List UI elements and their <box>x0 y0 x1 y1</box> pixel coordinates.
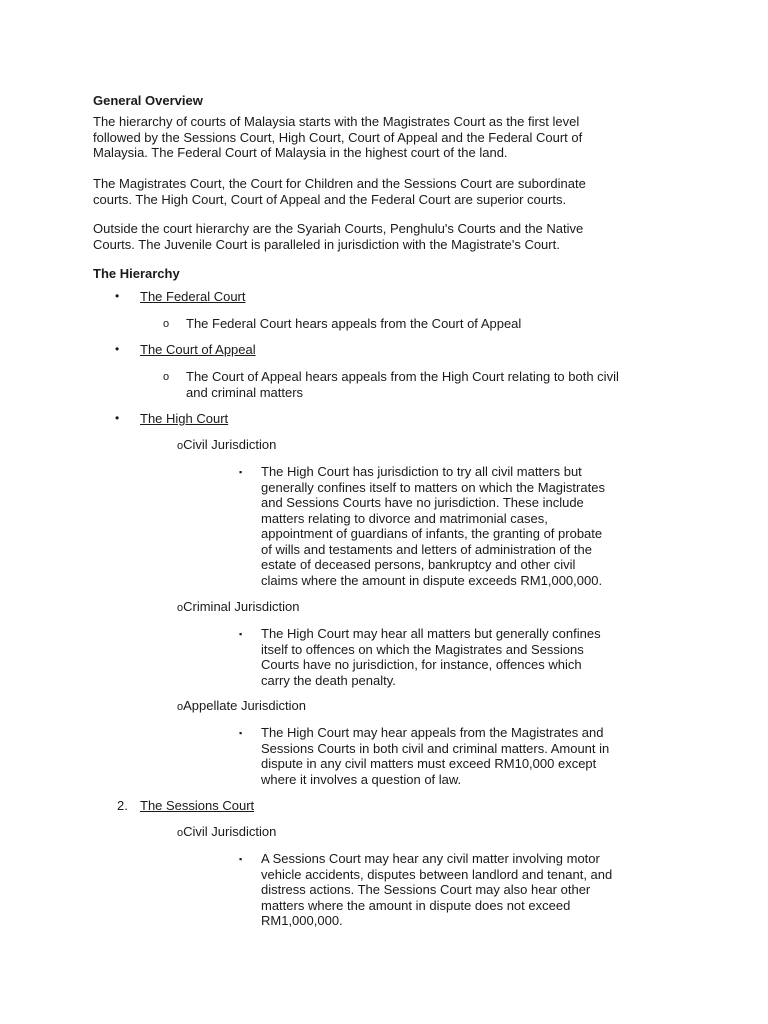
text-line: matters relating to divorce and matrimonial cases, <box>261 510 548 526</box>
hierarchy-heading: The Hierarchy <box>93 266 180 281</box>
text-line: itself to offences on which the Magistrates and Sessions <box>261 641 584 657</box>
text-line: Outside the court hierarchy are the Syariah Courts, Penghulu's Courts and the Native <box>93 221 584 236</box>
link-court-of-appeal[interactable]: The Court of Appeal <box>140 342 256 357</box>
overview-paragraph-2 <box>93 176 653 207</box>
circle-marker: o <box>177 602 184 614</box>
high-court-appellate-label <box>177 698 306 716</box>
overview-paragraph-3 <box>93 221 653 252</box>
text-line: and Sessions Courts have no jurisdiction. These include <box>261 495 584 510</box>
high-court-civil-label <box>177 437 276 455</box>
square-bullet-marker: ▪ <box>239 467 243 477</box>
text-line: Malaysia. The Federal Court of Malaysia in the highest court of the land. <box>93 145 508 160</box>
sub-label: Civil Jurisdiction <box>183 437 277 452</box>
sessions-court-civil-text <box>261 851 651 929</box>
text-line: The High Court may hear appeals from the Magistrates and <box>261 725 604 740</box>
text-line: The Magistrates Court, the Court for Children and the Sessions Court are subordinate <box>93 176 586 191</box>
link-federal-court[interactable]: The Federal Court <box>140 289 246 304</box>
square-bullet-marker: ▪ <box>239 629 243 639</box>
high-court-civil-text <box>261 464 651 588</box>
text-line: of wills and testaments and letters of administration of the <box>261 541 592 557</box>
text-line: The Court of Appeal hears appeals from the High Court relating to both civil <box>186 369 619 384</box>
text-line: courts. The High Court, Court of Appeal and the Federal Court are superior courts. <box>93 191 567 207</box>
circle-marker: o <box>177 440 184 452</box>
text-line: Courts. The Juvenile Court is paralleled in jurisdiction with the Magistrate's Court. <box>93 236 560 252</box>
bullet-marker: • <box>115 342 120 356</box>
court-of-appeal-description <box>186 369 686 400</box>
federal-court-description: The Federal Court hears appeals from the Court of Appeal <box>186 316 522 331</box>
circle-marker: o <box>177 701 184 713</box>
text-line: Courts have no jurisdiction, for instance, offences which <box>261 657 582 672</box>
text-line: claims where the amount in dispute exceeds RM1,000,000. <box>261 572 603 588</box>
sub-label: Civil Jurisdiction <box>183 824 277 839</box>
sub-label: Appellate Jurisdiction <box>183 698 306 713</box>
text-line: The hierarchy of courts of Malaysia starts with the Magistrates Court as the first level <box>93 114 580 129</box>
text-line: A Sessions Court may hear any civil matter involving motor <box>261 851 600 866</box>
text-line: The High Court may hear all matters but generally confines <box>261 626 601 641</box>
text-line: followed by the Sessions Court, High Court, Court of Appeal and the Federal Court of <box>93 129 583 145</box>
sub-label: Criminal Jurisdiction <box>183 599 300 614</box>
text-line: matters where the amount in dispute does not exceed <box>261 897 571 913</box>
bullet-marker: • <box>115 411 120 425</box>
text-line: distress actions. The Sessions Court may also hear other <box>261 882 591 897</box>
text-line: carry the death penalty. <box>261 672 396 688</box>
overview-paragraph-1 <box>93 114 653 161</box>
text-line: vehicle accidents, disputes between landlord and tenant, and <box>261 866 613 882</box>
text-line: appointment of guardians of infants, the granting of probate <box>261 526 603 541</box>
text-line: generally confines itself to matters on which the Magistrates <box>261 479 605 495</box>
list-number: 2. <box>117 798 128 813</box>
circle-marker: o <box>163 371 170 383</box>
high-court-criminal-label <box>177 599 299 617</box>
circle-marker: o <box>163 318 170 330</box>
text-line: dispute in any civil matters must exceed RM10,000 except <box>261 756 597 771</box>
link-sessions-court[interactable]: The Sessions Court <box>140 798 255 813</box>
text-line: estate of deceased persons, bankruptcy and other civil <box>261 557 576 572</box>
sessions-court-civil-label <box>177 824 276 842</box>
text-line: where it involves a question of law. <box>261 771 462 787</box>
overview-heading: General Overview <box>93 93 203 108</box>
text-line: RM1,000,000. <box>261 913 343 928</box>
text-line: and criminal matters <box>186 384 304 400</box>
link-high-court[interactable]: The High Court <box>140 411 229 426</box>
bullet-marker: • <box>115 289 120 303</box>
text-line: Sessions Courts in both civil and criminal matters. Amount in <box>261 740 610 756</box>
square-bullet-marker: ▪ <box>239 728 243 738</box>
high-court-appellate-text <box>261 725 651 787</box>
high-court-criminal-text <box>261 626 651 688</box>
square-bullet-marker: ▪ <box>239 854 243 864</box>
circle-marker: o <box>177 827 184 839</box>
text-line: The High Court has jurisdiction to try all civil matters but <box>261 464 582 479</box>
